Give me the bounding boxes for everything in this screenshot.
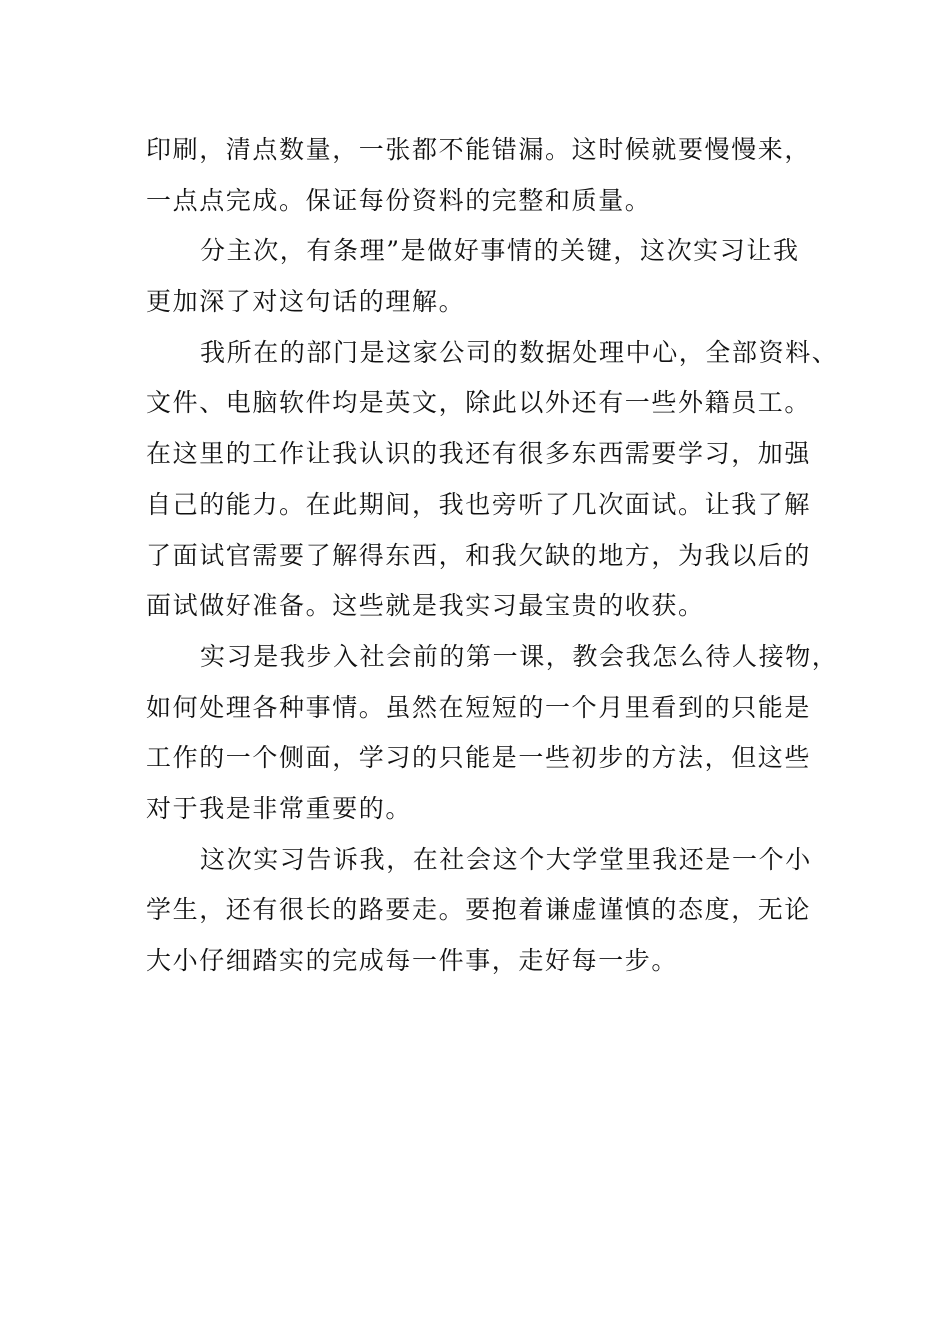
text-line: 文件、电脑软件均是英文，除此以外还有一些外籍员工。 (146, 388, 812, 418)
document-body (146, 125, 839, 987)
paragraph-2 (146, 226, 818, 327)
text-line: 在这里的工作让我认识的我还有很多东西需要学习，加强 (146, 439, 812, 469)
paragraph-5 (146, 835, 818, 987)
text-line: 如何处理各种事情。虽然在短短的一个月里看到的只能是 (146, 692, 812, 722)
text-line: 学生，还有很长的路要走。要抱着谦虚谨慎的态度，无论 (146, 895, 812, 925)
text-line: 实习是我步入社会前的第一课，教会我怎么待人接物， (200, 641, 839, 671)
paragraph-3 (146, 328, 839, 632)
text-line: 了面试官需要了解得东西，和我欠缺的地方，为我以后的 (146, 540, 812, 570)
text-line: 更加深了对这句话的理解。 (146, 287, 466, 317)
text-line: 大小仔细踏实的完成每一件事，走好每一步。 (146, 946, 679, 975)
text-line: 面试做好准备。这些就是我实习最宝贵的收获。 (146, 591, 705, 621)
text-line: 工作的一个侧面，学习的只能是一些初步的方法，但这些 (146, 743, 812, 773)
text-line: 这次实习告诉我，在社会这个大学堂里我还是一个小 (200, 844, 812, 874)
text-line: 自己的能力。在此期间，我也旁听了几次面试。让我了解 (146, 489, 812, 519)
text-line: 我所在的部门是这家公司的数据处理中心，全部资料、 (200, 337, 839, 367)
text-line: 印刷，清点数量，一张都不能错漏。这时候就要慢慢来， (146, 135, 812, 164)
paragraph-1 (146, 125, 818, 226)
paragraph-4 (146, 632, 839, 835)
text-line: 一点点完成。保证每份资料的完整和质量。 (146, 185, 652, 215)
text-line: 对于我是非常重要的。 (146, 793, 413, 823)
text-line: 分主次，有条理”是做好事情的关键，这次实习让我 (200, 236, 800, 266)
